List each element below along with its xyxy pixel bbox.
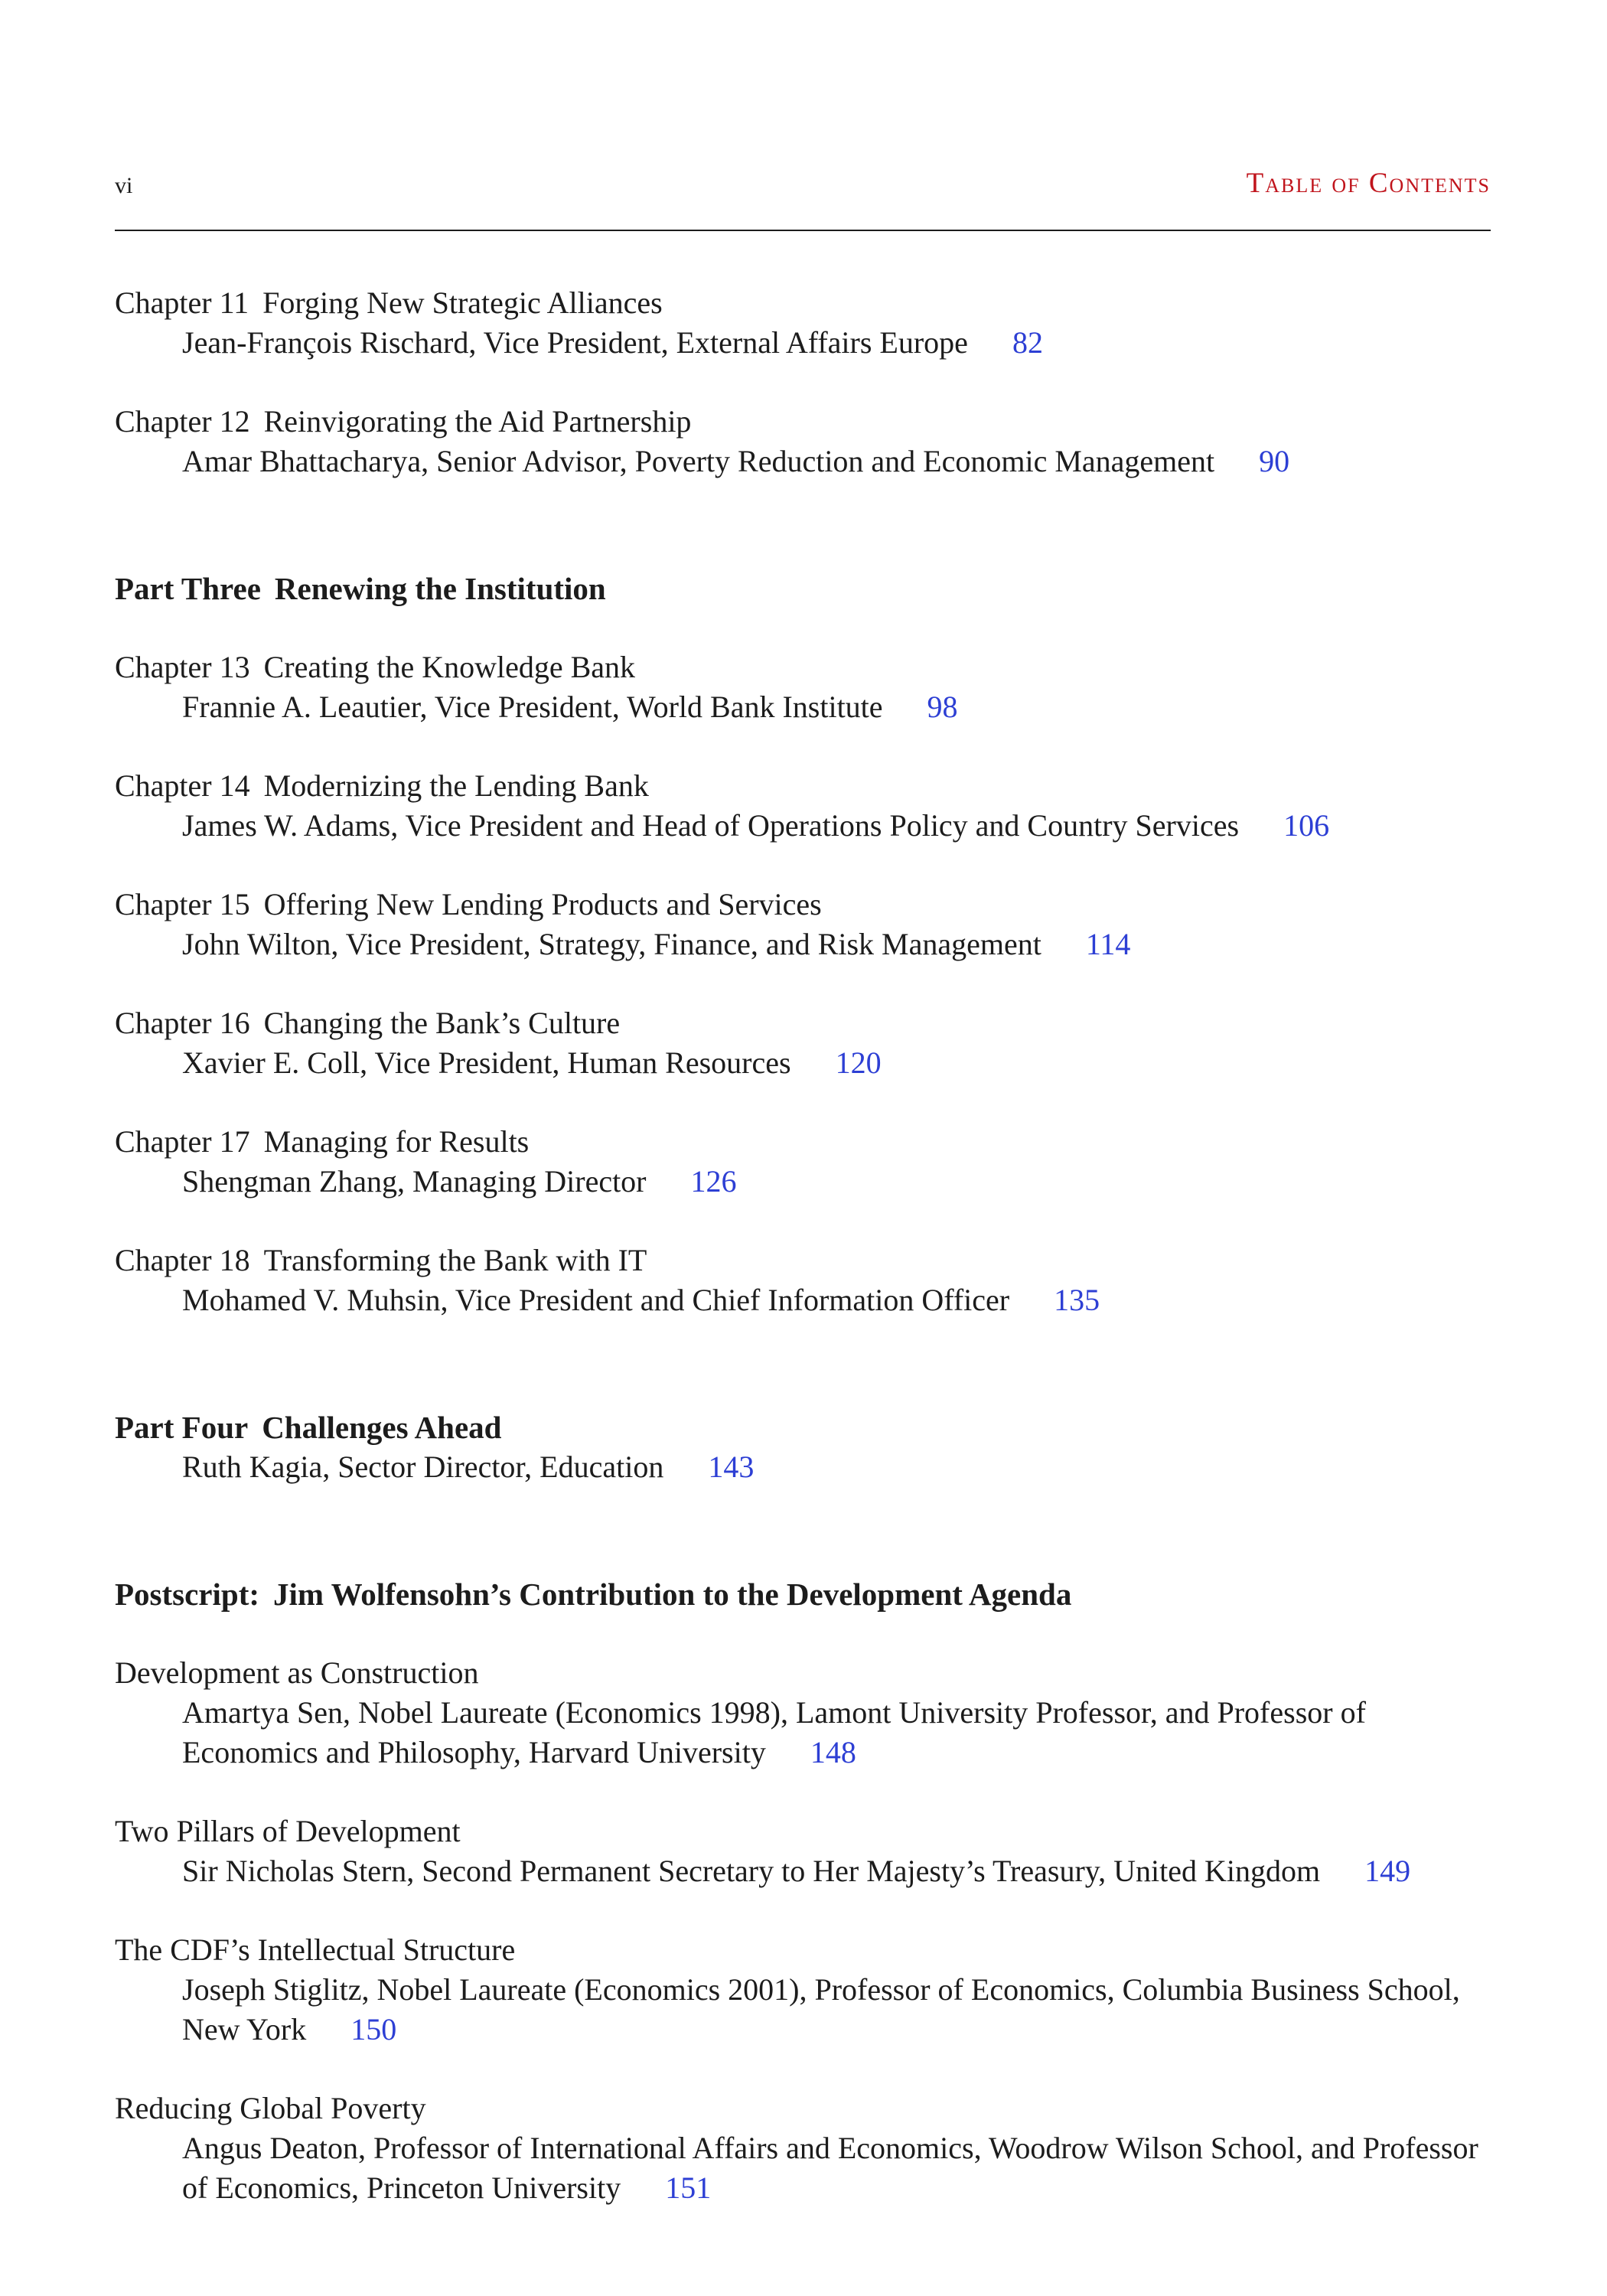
chapter-author xyxy=(115,1162,1492,1202)
chapter-label: Chapter 12 xyxy=(115,404,250,439)
chapter-label: Chapter 18 xyxy=(115,1243,250,1277)
chapter-author xyxy=(115,323,1492,363)
page-link[interactable]: 148 xyxy=(810,1735,856,1769)
toc-entry-chapter-18 xyxy=(115,1241,1491,1320)
part-three-heading xyxy=(115,569,1491,608)
author-text: Angus Deaton, Professor of International Affairs and Economics, Woodrow Wilson School, and Professor of Economics, Princeton University xyxy=(182,2131,1478,2205)
chapter-author xyxy=(115,806,1492,846)
author-text: Shengman Zhang, Managing Director xyxy=(182,1164,647,1199)
toc-entry-chapter-14 xyxy=(115,766,1491,846)
page-header xyxy=(115,167,1491,205)
author-text: Sir Nicholas Stern, Second Permanent Secretary to Her Majesty’s Treasury, United Kingdom xyxy=(182,1854,1321,1888)
essay-author xyxy=(115,2128,1492,2208)
part-title: Challenges Ahead xyxy=(262,1410,502,1445)
page-link[interactable]: 98 xyxy=(927,690,958,724)
chapter-heading xyxy=(115,1122,1491,1162)
part-four-heading xyxy=(115,1407,1491,1487)
page-link[interactable]: 143 xyxy=(708,1450,755,1484)
author-text: Ruth Kagia, Sector Director, Education xyxy=(182,1450,664,1484)
chapter-title: Managing for Results xyxy=(263,1124,530,1159)
chapter-label: Chapter 15 xyxy=(115,887,250,921)
chapter-author xyxy=(115,687,1492,727)
toc-entry-postscript-2 xyxy=(115,1812,1491,1891)
author-text: Jean-François Rischard, Vice President, External Affairs Europe xyxy=(182,325,968,360)
chapter-title: Reinvigorating the Aid Partnership xyxy=(263,404,692,439)
author-text: Mohamed V. Muhsin, Vice President and Chief Information Officer xyxy=(182,1283,1010,1317)
chapter-title: Forging New Strategic Alliances xyxy=(262,285,663,320)
toc-entry-chapter-11 xyxy=(115,283,1491,363)
chapter-author xyxy=(115,1280,1492,1320)
essay-title: Two Pillars of Development xyxy=(115,1814,461,1848)
essay-author xyxy=(115,1693,1492,1773)
chapter-author xyxy=(115,1043,1492,1083)
chapter-label: Chapter 16 xyxy=(115,1006,250,1040)
page-link[interactable]: 106 xyxy=(1283,808,1330,843)
page-number: vi xyxy=(115,173,133,198)
chapter-label: Chapter 11 xyxy=(115,285,249,320)
toc-entry-postscript-1 xyxy=(115,1653,1491,1773)
chapter-author xyxy=(115,925,1492,964)
toc-entry-chapter-15 xyxy=(115,885,1491,964)
chapter-heading xyxy=(115,766,1491,806)
author-text: Joseph Stiglitz, Nobel Laureate (Economics 2001), Professor of Economics, Columbia Business School, New York xyxy=(182,1972,1460,2047)
chapter-title: Creating the Knowledge Bank xyxy=(263,650,636,684)
essay-title: The CDF’s Intellectual Structure xyxy=(115,1932,516,1967)
chapter-title: Offering New Lending Products and Services xyxy=(263,887,822,921)
chapter-title: Transforming the Bank with IT xyxy=(263,1243,647,1277)
chapter-heading xyxy=(115,885,1491,925)
chapter-label: Chapter 17 xyxy=(115,1124,250,1159)
postscript-label: Postscript: xyxy=(115,1577,260,1612)
author-text: Xavier E. Coll, Vice President, Human Resources xyxy=(182,1045,791,1080)
page-link[interactable]: 149 xyxy=(1364,1854,1411,1888)
toc-entry-postscript-3 xyxy=(115,1930,1491,2050)
part-author xyxy=(115,1447,1492,1487)
page-link[interactable]: 82 xyxy=(1012,325,1043,360)
table-of-contents xyxy=(115,283,1491,2247)
chapter-heading xyxy=(115,283,1491,323)
page-link[interactable]: 114 xyxy=(1085,927,1131,961)
essay-title: Development as Construction xyxy=(115,1655,479,1690)
page-link[interactable]: 135 xyxy=(1054,1283,1100,1317)
author-text: James W. Adams, Vice President and Head of Operations Policy and Country Services xyxy=(182,808,1240,843)
chapter-title: Modernizing the Lending Bank xyxy=(263,768,649,803)
essay-author xyxy=(115,1970,1492,2050)
toc-entry-chapter-12 xyxy=(115,402,1491,481)
essay-author xyxy=(115,1851,1492,1891)
page-link[interactable]: 126 xyxy=(690,1164,737,1199)
postscript-title: Jim Wolfensohn’s Contribution to the Development Agenda xyxy=(273,1577,1072,1612)
document-page xyxy=(115,0,1491,2296)
chapter-label: Chapter 13 xyxy=(115,650,250,684)
toc-entry-chapter-16 xyxy=(115,1003,1491,1083)
header-rule xyxy=(115,230,1491,231)
essay-title: Reducing Global Poverty xyxy=(115,2091,426,2125)
page-link[interactable]: 90 xyxy=(1259,444,1290,478)
postscript-heading xyxy=(115,1574,1491,1614)
part-label: Part Four xyxy=(115,1410,249,1445)
chapter-heading xyxy=(115,1003,1491,1043)
toc-entry-chapter-17 xyxy=(115,1122,1491,1202)
page-link[interactable]: 120 xyxy=(835,1045,882,1080)
author-text: John Wilton, Vice President, Strategy, Finance, and Risk Management xyxy=(182,927,1041,961)
chapter-label: Chapter 14 xyxy=(115,768,250,803)
chapter-title: Changing the Bank’s Culture xyxy=(263,1006,621,1040)
chapter-heading xyxy=(115,1241,1491,1280)
page-link[interactable]: 150 xyxy=(350,2012,397,2047)
toc-entry-chapter-13 xyxy=(115,647,1491,727)
running-head: Table of Contents xyxy=(1246,168,1491,199)
author-text: Amartya Sen, Nobel Laureate (Economics 1998), Lamont University Professor, and Professor of Economics and Philosophy, Harvard University xyxy=(182,1695,1366,1769)
part-title: Renewing the Institution xyxy=(274,571,606,606)
part-label: Part Three xyxy=(115,571,261,606)
chapter-author xyxy=(115,442,1492,481)
author-text: Amar Bhattacharya, Senior Advisor, Poverty Reduction and Economic Management xyxy=(182,444,1215,478)
page-link[interactable]: 151 xyxy=(665,2170,712,2205)
chapter-heading xyxy=(115,402,1491,442)
chapter-heading xyxy=(115,647,1491,687)
toc-entry-postscript-4 xyxy=(115,2089,1491,2208)
author-text: Frannie A. Leautier, Vice President, World Bank Institute xyxy=(182,690,883,724)
